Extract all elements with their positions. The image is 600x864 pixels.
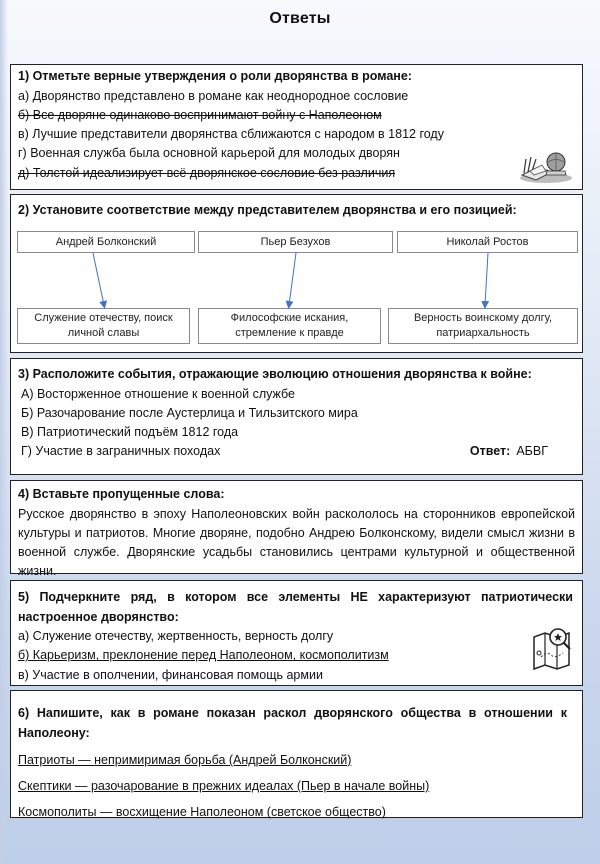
q1-item-b: б) Все дворяне одинаково воспринимают войну с Наполеоном xyxy=(18,107,382,122)
person-andrei-bolkonsky: Андрей Болконский xyxy=(17,231,195,253)
position-philosophy-truth xyxy=(198,308,381,344)
q6-answer-cosmopolitans: Космополиты — восхищение Наполеоном (светское общество) xyxy=(18,805,386,819)
question-4-heading: 4) Вставьте пропущенные слова: xyxy=(18,487,225,501)
person-pierre-bezukhov: Пьер Безухов xyxy=(198,231,393,253)
q3-item-g: Г) Участие в заграничных походах xyxy=(21,444,221,459)
position-duty-patriarchy xyxy=(388,308,578,344)
map-search-icon xyxy=(531,625,573,671)
q6-answer-patriots: Патриоты — непримиримая борьба (Андрей Болконский) xyxy=(18,753,352,767)
question-5-box xyxy=(10,580,583,686)
q4-paragraph: Русское дворянство в эпоху Наполеоновских войн раскололось на сторонников европейской культуры и патриотов. Многие дворяне, подобно Андрею Болконскому, видели смысл жизни в военной службе. Дворянские усадьбы становились центрами культурной и общественной жизни. xyxy=(18,506,575,579)
q5-item-b: б) Карьеризм, преклонение перед Наполеоном, космополитизм xyxy=(18,648,389,663)
q3-answer xyxy=(470,442,548,462)
question-1-heading: 1) Отметьте верные утверждения о роли дворянства в романе: xyxy=(18,69,412,83)
question-2-box xyxy=(10,194,583,353)
person-nikolai-rostov: Николай Ростов xyxy=(397,231,578,253)
arrow-nikolai xyxy=(485,253,488,305)
question-3-heading: 3) Расположите события, отражающие эволюцию отношения дворянства к войне: xyxy=(18,367,532,381)
q3-item-a: А) Восторженное отношение к военной службе xyxy=(21,386,296,401)
q5-item-v: в) Участие в ополчении, финансовая помощь армии xyxy=(18,667,323,682)
page-title: Ответы xyxy=(269,10,331,27)
arrow-pierre xyxy=(289,253,296,305)
position-service-glory xyxy=(17,308,190,344)
position-2-line-1: Философские искания, xyxy=(230,312,349,324)
position-2-line-2: стремление к правде xyxy=(235,327,344,339)
q5-item-a: а) Служение отечеству, жертвенность, верность долгу xyxy=(18,629,334,643)
question-2-heading: 2) Установите соответствие между представителем дворянства и его позицией: xyxy=(18,203,517,217)
q1-item-g: г) Военная служба была основной карьерой для молодых дворян xyxy=(18,146,400,161)
position-1-line-1: Служение отечеству, поиск xyxy=(34,312,173,324)
arrow-andrei xyxy=(93,253,104,305)
question-5-heading: 5) Подчеркните ряд, в котором все элементы НЕ характеризуют патриотически настроенное дворянство: xyxy=(18,590,573,624)
position-3-line-2: патриархальность xyxy=(436,327,530,339)
question-6-heading: 6) Напишите, как в романе показан раскол дворянского общества в отношении к Наполеону: xyxy=(18,706,567,740)
position-1-line-2: личной славы xyxy=(67,327,140,339)
q3-answer-value: АБВГ xyxy=(516,443,548,458)
position-3-line-1: Верность воинскому долгу, xyxy=(413,312,553,324)
books-and-globe-icon xyxy=(516,145,574,185)
question-1-box xyxy=(10,64,583,190)
q1-item-a: а) Дворянство представлено в романе как неоднородное сословие xyxy=(18,88,409,103)
q1-item-v: в) Лучшие представители дворянства сближаются с народом в 1812 году xyxy=(18,127,444,142)
q1-item-d: д) Толстой идеализирует всё дворянское сословие без различия xyxy=(18,165,396,180)
question-6-box xyxy=(10,690,583,818)
q6-answer-skeptics: Скептики — разочарование в прежних идеалах (Пьер в начале войны) xyxy=(18,779,430,793)
q3-item-v: В) Патриотический подъём 1812 года xyxy=(21,425,239,440)
question-4-box xyxy=(10,480,583,579)
q3-item-b: Б) Разочарование после Аустерлица и Тильзитского мира xyxy=(21,405,358,420)
question-3-box xyxy=(10,358,583,475)
q3-answer-label: Ответ: xyxy=(469,443,511,458)
